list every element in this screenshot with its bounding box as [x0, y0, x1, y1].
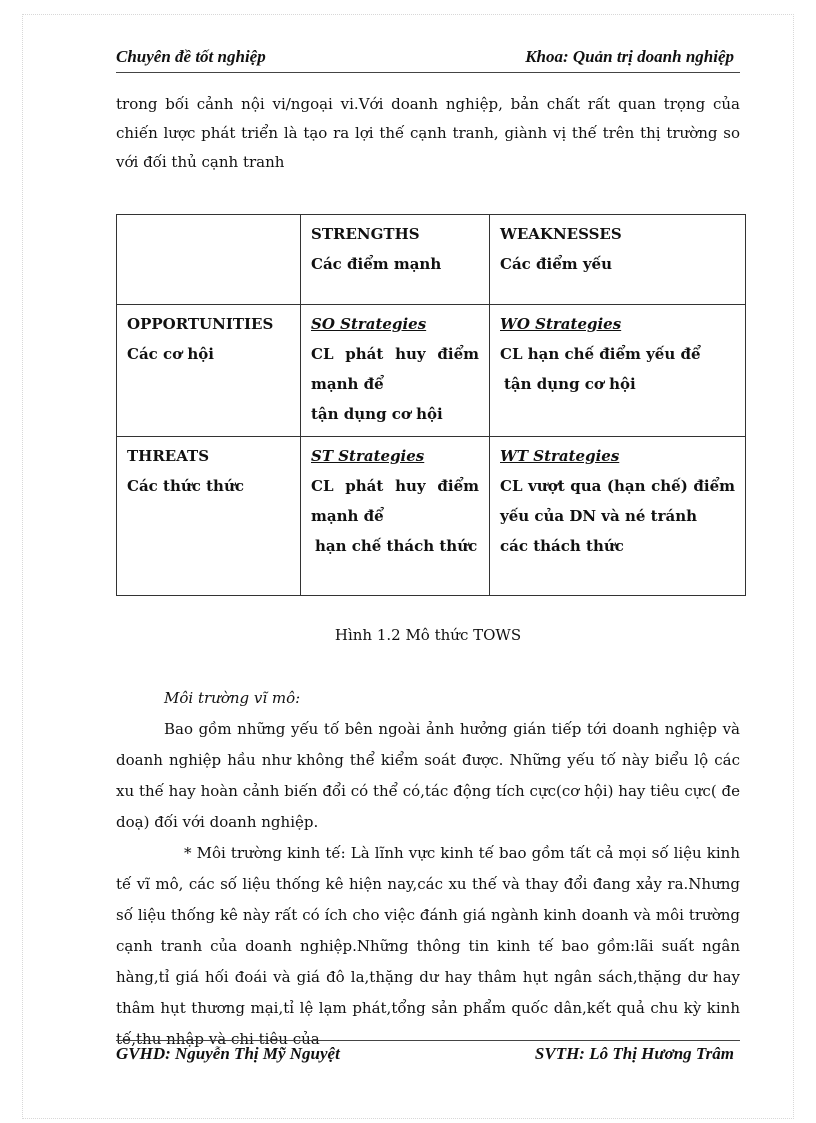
st-strategies-title: ST Strategies — [311, 447, 425, 465]
page-footer — [116, 1043, 734, 1065]
strengths-cell — [301, 215, 490, 305]
st-strategies-line1: CL phát huy điểm mạnh để — [311, 477, 479, 525]
wt-strategies-line1: CL vượt qua (hạn chế) điểm yếu của DN và né tránh — [500, 477, 735, 525]
wt-strategies-cell — [490, 437, 746, 596]
empty-corner-cell — [117, 215, 301, 305]
strengths-vi-label: Các điểm mạnh — [311, 255, 442, 273]
threats-vi-label: Các thức thức — [127, 477, 244, 495]
threats-label: THREATS — [127, 447, 210, 465]
weaknesses-label: WEAKNESSES — [500, 225, 622, 243]
weaknesses-vi-label: Các điểm yếu — [500, 255, 613, 273]
wo-strategies-title: WO Strategies — [500, 315, 622, 333]
threats-cell — [117, 437, 301, 596]
strengths-label: STRENGTHS — [311, 225, 420, 243]
table-row — [117, 305, 746, 437]
opportunities-cell — [117, 305, 301, 437]
st-strategies-cell — [301, 437, 490, 596]
wo-strategies-cell — [490, 305, 746, 437]
section-subheading: Môi trường vĩ mô: — [164, 689, 301, 707]
footer-supervisor: GVHD: Nguyễn Thị Mỹ Nguyệt — [116, 1044, 340, 1063]
so-strategies-cell — [301, 305, 490, 437]
opportunities-vi-label: Các cơ hội — [127, 345, 214, 363]
so-strategies-line1: CL phát huy điểm mạnh để — [311, 345, 479, 393]
tows-matrix-table — [116, 214, 746, 596]
header-divider — [116, 72, 740, 73]
weaknesses-cell — [490, 215, 746, 305]
table-row — [117, 437, 746, 596]
body-text — [116, 683, 740, 1055]
figure-caption: Hình 1.2 Mô thức TOWS — [334, 626, 522, 644]
footer-student: SVTH: Lô Thị Hương Trâm — [534, 1044, 734, 1063]
header-right-title: Khoa: Quản trị doanh nghiệp — [525, 47, 734, 66]
wt-strategies-title: WT Strategies — [500, 447, 620, 465]
wt-strategies-line2: các thách thức — [500, 537, 624, 555]
intro-paragraph: trong bối cảnh nội vi/ngoại vi.Với doanh nghiệp, bản chất rất quan trọng của chiến lược phát triển là tạo ra lợi thế cạnh tranh, giành vị thế trên thị trường so với đối thủ cạnh tranh — [116, 95, 740, 171]
opportunities-label: OPPORTUNITIES — [127, 315, 274, 333]
so-strategies-line2: tận dụng cơ hội — [311, 405, 443, 423]
body-paragraph: Bao gồm những yếu tố bên ngoài ảnh hưởng gián tiếp tới doanh nghiệp và doanh nghiệp hầu như không thể kiểm soát được. Những yếu tố này biểu lộ các xu thế hay hoàn cảnh biến đổi có thể có,tác động tích cực(cơ hội) hay tiêu cực( đe doạ) đối với doanh nghiệp. — [116, 720, 740, 831]
page-header — [116, 46, 734, 68]
body-paragraph: * Môi trường kinh tế: Là lĩnh vực kinh tế bao gồm tất cả mọi số liệu kinh tế vĩ mô, các số liệu thống kê hiện nay,các xu thế và thay đổi đang xảy ra.Nhưng số liệu thống kê này rất có ích cho việc đánh giá ngành kinh doanh và môi trường cạnh tranh của doanh nghiệp.Những thông tin kinh tế bao gồm:lãi suất ngân hàng,tỉ giá hối đoái và giá đô la,thặng dư hay thâm hụt ngân sách,thặng dư hay thâm hụt thương mại,tỉ lệ lạm phát,tổng sản phẩm quốc dân,kết quả chu kỳ kinh tế,thu nhập và chi tiêu của — [116, 844, 740, 1048]
wo-strategies-line2: tận dụng cơ hội — [504, 375, 636, 393]
so-strategies-title: SO Strategies — [311, 315, 427, 333]
wo-strategies-line1: CL hạn chế điểm yếu để — [500, 345, 701, 363]
table-row — [117, 215, 746, 305]
header-left-title: Chuyên đề tốt nghiệp — [116, 47, 266, 66]
st-strategies-line2: hạn chế thách thức — [315, 537, 478, 555]
footer-divider — [116, 1040, 740, 1041]
